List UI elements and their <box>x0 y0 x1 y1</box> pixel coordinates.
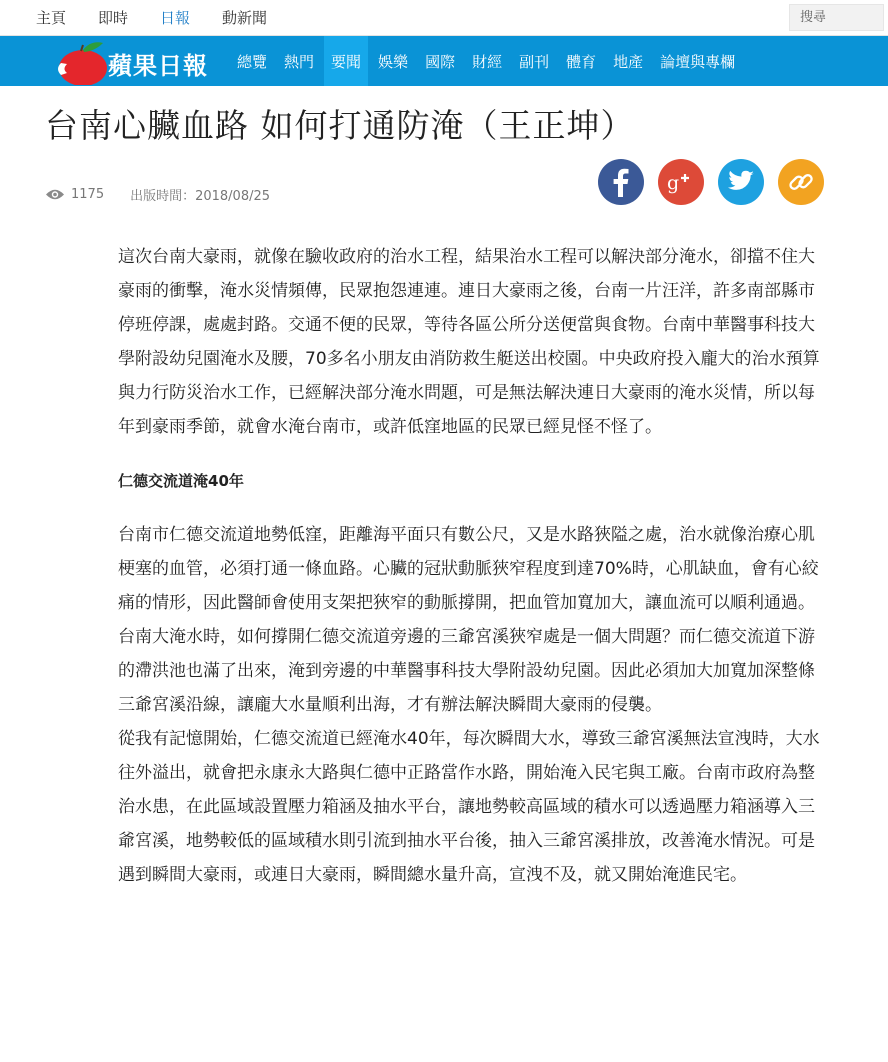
article-meta <box>45 185 270 204</box>
eye-icon <box>45 188 65 201</box>
article-paragraph: 這次台南大豪雨，就像在驗收政府的治水工程，結果治水工程可以解決部分淹水，卻擋不住大豪雨的衝擊，淹水災情頻傳，民眾抱怨連連。連日大豪雨之後，台南一片汪洋，許多南部縣市停班停課，處處封路。交通不便的民眾，等待各區公所分送便當與食物。台南中華醫事科技大學附設幼兒園淹水及腰，70多名小朋友由消防救生艇送出校園。中央政府投入龐大的治水預算與力行防災治水工作，已經解決部分淹水問題，可是無法解決連日大豪雨的淹水災情，所以每年到豪雨季節，就會水淹台南市，或許低窪地區的民眾已經見怪不怪了。 <box>118 247 820 437</box>
nav-sports[interactable]: 體育 <box>566 52 597 71</box>
article-subheading: 仁德交流道淹40年 <box>118 472 244 490</box>
publish-time: 出版時間：2018/08/25 <box>130 189 271 204</box>
copy-link-button[interactable] <box>778 159 824 205</box>
article-paragraph: 台南大淹水時，如何撐開仁德交流道旁邊的三爺宮溪狹窄處是一個大問題？而仁德交流道下游的滯洪池也滿了出來，淹到旁邊的中華醫事科技大學附設幼兒園。因此必須加大加寬加深整條三爺宮溪沿線，讓龐大水量順利出海，才有辦法解決瞬間大豪雨的侵襲。 <box>118 627 815 715</box>
nav-forum-columns[interactable]: 論壇與專欄 <box>660 52 736 71</box>
facebook-share-button[interactable] <box>598 159 644 205</box>
article-body <box>118 240 824 892</box>
top-nav-animation-news[interactable]: 動新聞 <box>222 9 268 27</box>
google-plus-icon <box>666 170 696 194</box>
article-paragraph: 從我有記憶開始，仁德交流道已經淹水40年，每次瞬間大水，導致三爺宮溪無法宣洩時，大水往外溢出，就會把永康永大路與仁德中正路當作水路，開始淹入民宅與工廠。台南市政府為整治水患，在此區域設置壓力箱涵及抽水平台，讓地勢較高區域的積水可以透過壓力箱涵導入三爺宮溪，地勢較低的區域積水則引流到抽水平台後，抽入三爺宮溪排放，改善淹水情況。可是遇到瞬間大豪雨，或連日大豪雨，瞬間總水量升高，宣洩不及，就又開始淹進民宅。 <box>118 729 820 885</box>
nav-real-estate[interactable]: 地產 <box>613 52 644 71</box>
section-nav <box>230 36 745 86</box>
twitter-icon <box>727 170 755 194</box>
search-input[interactable] <box>789 4 884 31</box>
share-buttons <box>598 159 838 205</box>
top-nav-home[interactable]: 主頁 <box>36 9 67 27</box>
nav-entertainment[interactable]: 娛樂 <box>378 52 409 71</box>
nav-international[interactable]: 國際 <box>425 52 456 71</box>
top-bar <box>0 0 888 36</box>
facebook-icon <box>610 167 632 197</box>
svg-text:g: g <box>667 172 680 194</box>
google-plus-share-button[interactable] <box>658 159 704 205</box>
article-paragraph: 台南市仁德交流道地勢低窪，距離海平面只有數公尺，又是水路狹隘之處，治水就像治療心肌梗塞的血管，必須打通一條血路。心臟的冠狀動脈狹窄程度到達70%時，心肌缺血，會有心絞痛的情形，因此醫師會使用支架把狹窄的動脈撐開，把血管加寬加大，讓血流可以順利通過。 <box>118 525 819 613</box>
nav-supplement[interactable]: 副刊 <box>519 52 550 71</box>
top-nav <box>20 0 283 35</box>
nav-overview[interactable]: 總覽 <box>237 52 268 71</box>
main-nav-bar <box>0 36 888 86</box>
nav-finance[interactable]: 財經 <box>472 52 503 71</box>
twitter-share-button[interactable] <box>718 159 764 205</box>
view-count: 1175 <box>71 187 105 202</box>
top-nav-realtime[interactable]: 即時 <box>98 9 129 27</box>
nav-headlines[interactable]: 要聞 <box>324 36 368 86</box>
article-title: 台南心臟血路 如何打通防淹（王正坤） <box>45 106 635 145</box>
top-nav-daily[interactable]: 日報 <box>160 9 191 27</box>
nav-popular[interactable]: 熱門 <box>284 52 315 71</box>
link-icon <box>788 169 814 195</box>
brand-name[interactable]: 蘋果日報 <box>108 52 208 80</box>
